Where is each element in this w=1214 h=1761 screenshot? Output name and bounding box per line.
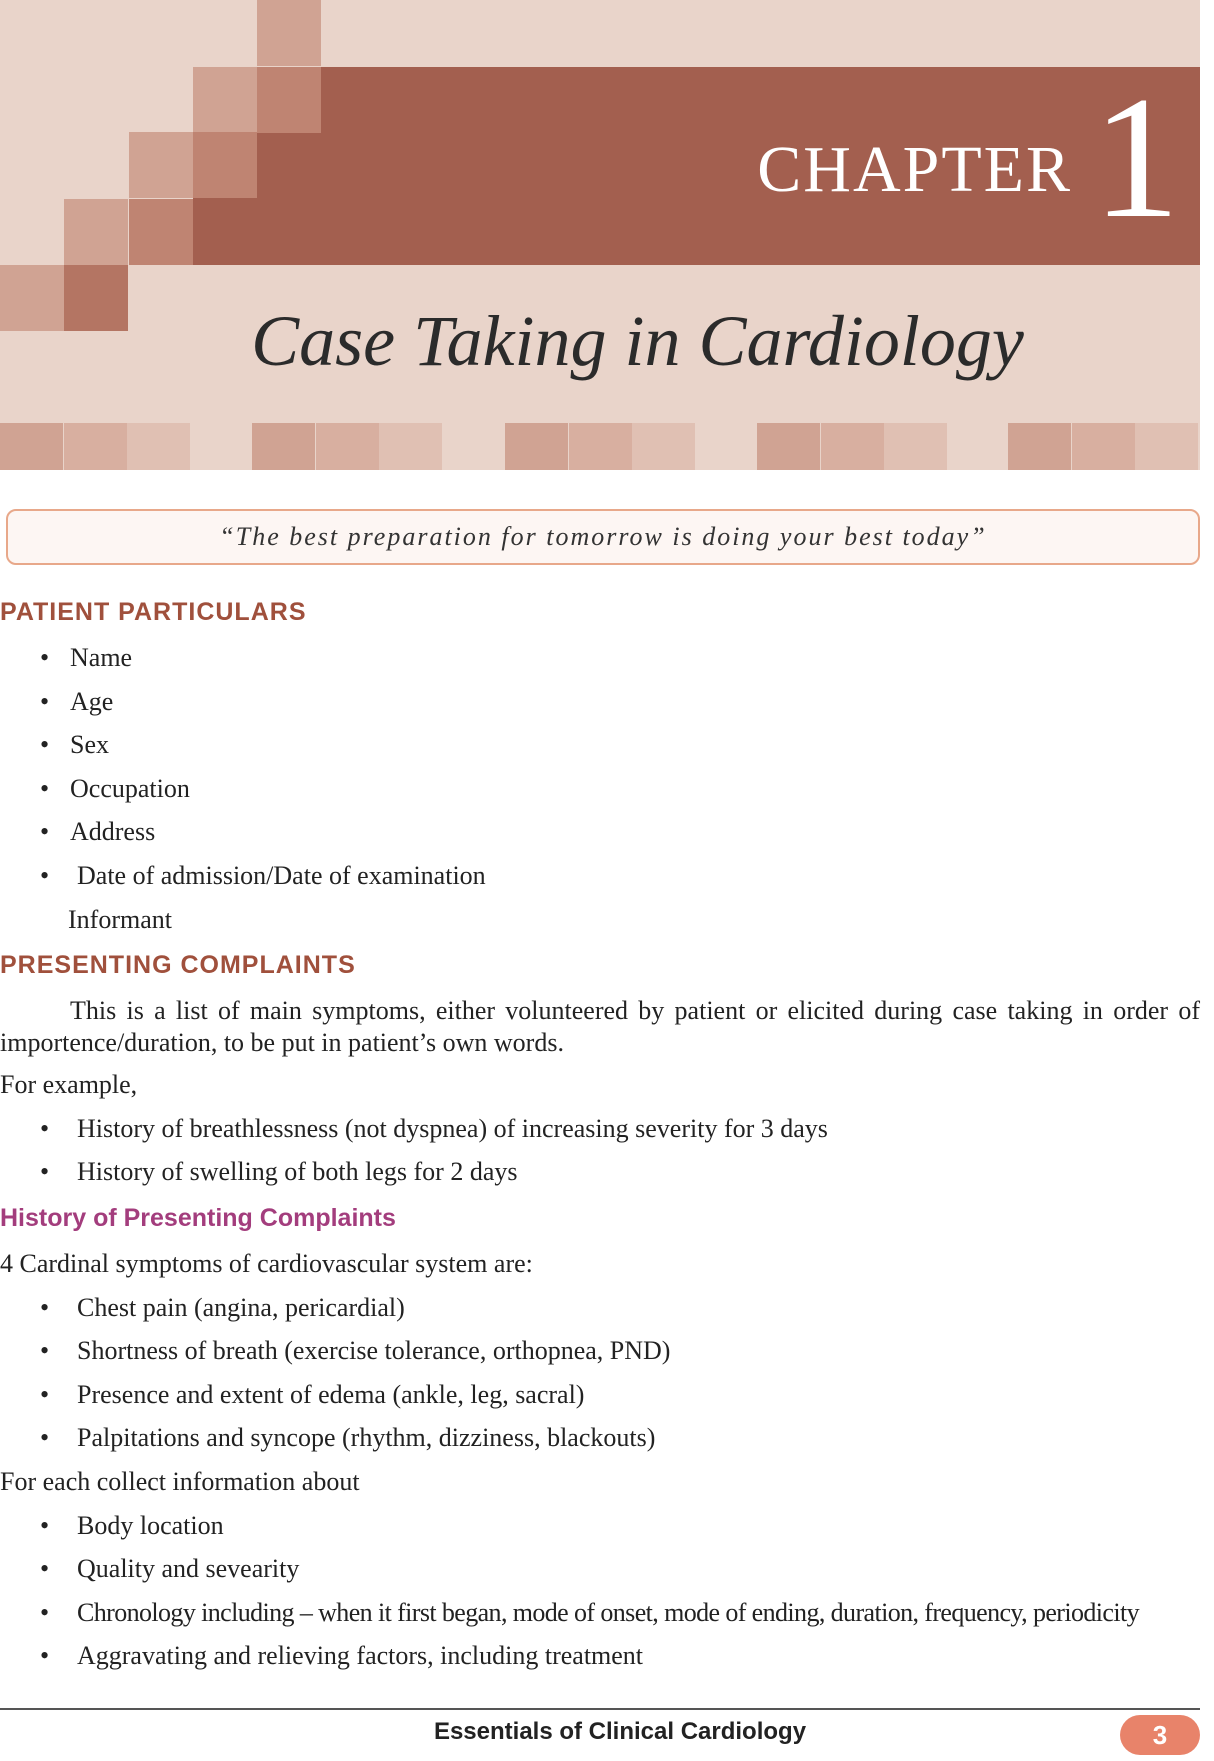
decor-strip-square (1008, 423, 1071, 470)
decor-square (257, 67, 321, 133)
list-item: • History of swelling of both legs for 2 days (0, 1150, 1210, 1194)
decor-square (129, 132, 193, 198)
list-item: • Aggravating and relieving factors, including treatment (0, 1634, 1210, 1678)
collect-label: For each collect information about (0, 1466, 360, 1496)
list-item: • Date of admission/Date of examination (0, 854, 1210, 898)
footer-divider (0, 1708, 1200, 1710)
section-heading: PATIENT PARTICULARS (0, 598, 307, 626)
decor-square (64, 199, 128, 265)
subsection-heading: History of Presenting Complaints (0, 1203, 396, 1232)
chapter-title: Case Taking in Cardiology (251, 301, 1024, 381)
chapter-number: 1 (1092, 60, 1180, 254)
list-item: • Sex (0, 723, 1210, 767)
footer-book-title: Essentials of Clinical Cardiology (433, 1718, 807, 1745)
decor-strip-square (884, 423, 947, 470)
list-item: • Chronology including – when it first began, mode of onset, mode of ending, duration, frequency, periodicity (0, 1591, 1210, 1635)
decor-strip-square (757, 423, 820, 470)
list-item: • Shortness of breath (exercise tolerance, orthopnea, PND) (0, 1329, 1210, 1373)
chapter-banner (0, 0, 1200, 470)
decor-square (193, 67, 257, 133)
decor-strip-square (505, 423, 568, 470)
quote-box: “The best preparation for tomorrow is doing your best today” (6, 509, 1200, 565)
list-item: • Age (0, 680, 1210, 724)
decor-strip-square (252, 423, 315, 470)
list-item: • Address (0, 810, 1210, 854)
informant-text: Informant (68, 904, 172, 934)
page-number-badge: 3 (1120, 1715, 1200, 1755)
decor-strip-square (569, 423, 632, 470)
decor-square (257, 0, 321, 66)
section-heading: PRESENTING COMPLAINTS (0, 951, 356, 980)
paragraph: This is a list of main symptoms, either volunteered by patient or elicited during case taking in order of importence/duration, to be put in patient’s own words. (0, 996, 1200, 1058)
list-item: • Quality and sevearity (0, 1547, 1210, 1591)
decor-strip-square (64, 423, 127, 470)
chapter-label: CHAPTER (757, 133, 1072, 206)
decor-strip-square (1072, 423, 1135, 470)
decor-strip-square (821, 423, 884, 470)
decor-strip-square (127, 423, 190, 470)
list-item: • Presence and extent of edema (ankle, leg, sacral) (0, 1373, 1210, 1417)
intro-text: 4 Cardinal symptoms of cardiovascular system are: (0, 1248, 533, 1278)
decor-strip-square (0, 423, 63, 470)
decor-strip-square (379, 423, 442, 470)
list-item: • Name (0, 636, 1210, 680)
list-item: • Occupation (0, 767, 1210, 811)
decor-strip-square (632, 423, 695, 470)
decor-square (129, 199, 193, 265)
list-item: • Chest pain (angina, pericardial) (0, 1286, 1210, 1330)
decor-strip-square (1135, 423, 1198, 470)
list-item: • Body location (0, 1504, 1210, 1548)
list-item: • History of breathlessness (not dyspnea) of increasing severity for 3 days (0, 1107, 1210, 1151)
list-item: • Palpitations and syncope (rhythm, dizziness, blackouts) (0, 1416, 1210, 1460)
decor-strip-square (316, 423, 379, 470)
example-label: For example, (0, 1070, 138, 1100)
page-content (0, 588, 1210, 1678)
decor-square (193, 132, 257, 198)
